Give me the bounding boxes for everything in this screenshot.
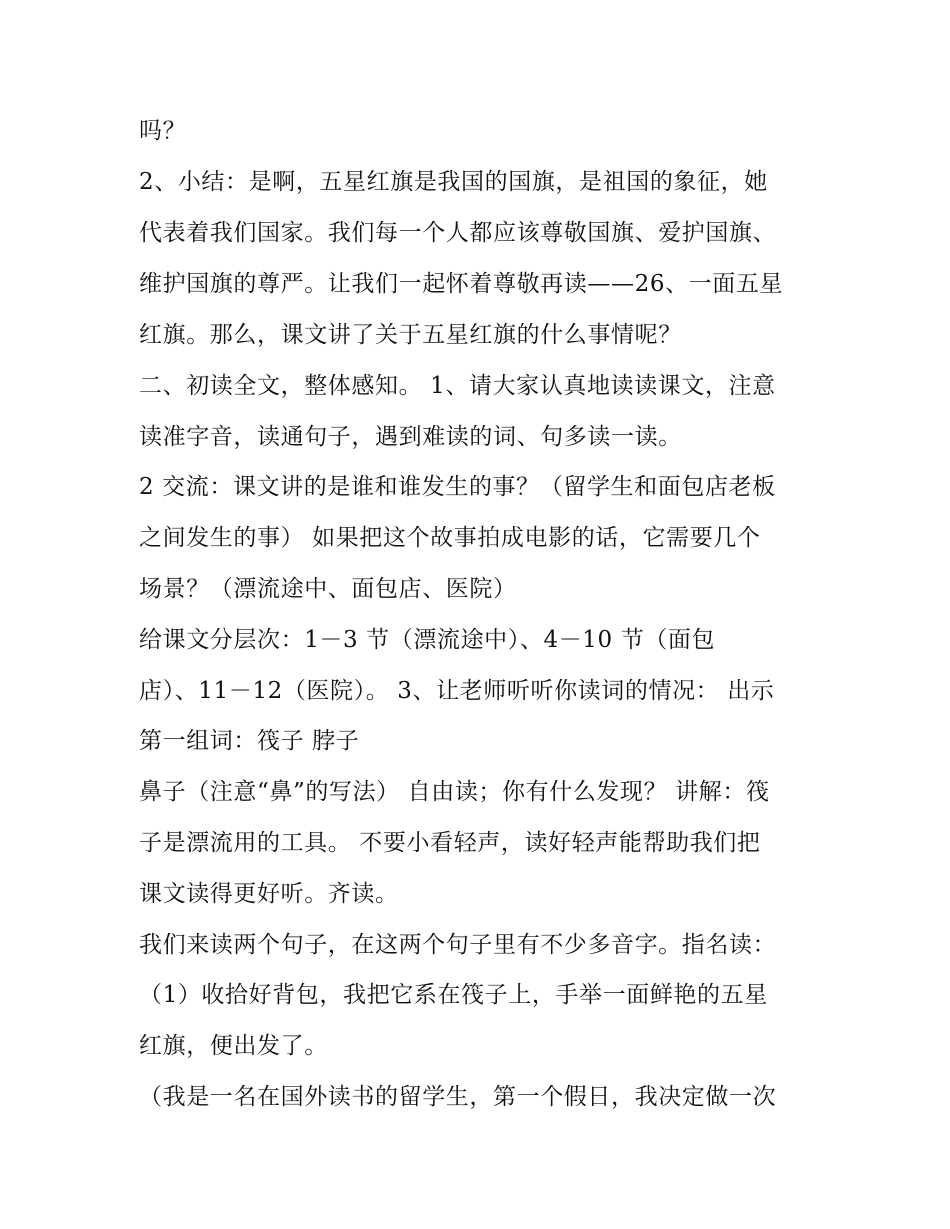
text-line: 给课文分层次：1－3 节（漂流途中）、4－10 节（面包 <box>139 627 716 653</box>
text-line: 鼻子（注意“鼻”的写法） 自由读；你有什么发现？ 讲解：筏 <box>139 779 770 805</box>
text-line: 子是漂流用的工具。 不要小看轻声，读好轻声能帮助我们把 <box>139 830 761 856</box>
text-line: 场景？（漂流途中、面包店、医院） <box>139 576 517 602</box>
text-line: 2 交流：课文讲的是谁和谁发生的事？（留学生和面包店老板 <box>139 474 776 500</box>
text-line: 2、小结：是啊，五星红旗是我国的国旗，是祖国的象征，她 <box>139 169 768 195</box>
text-line: 课文读得更好听。齐读。 <box>139 881 399 907</box>
text-line: 红旗。那么，课文讲了关于五星红旗的什么事情呢？ <box>139 322 682 348</box>
text-line: 二、初读全文，整体感知。 1、请大家认真地读读课文，注意 <box>139 373 776 399</box>
text-line: 店）、11－12（医院）。 3、让老师听听你读词的情况： 出示 <box>139 678 775 704</box>
text-line: （1）收拾好背包，我把它系在筏子上，手举一面鲜艳的五星 <box>139 982 768 1008</box>
text-line: 第一组词：筏子 脖子 <box>139 728 360 754</box>
text-line: 吗？ <box>139 118 187 144</box>
text-line: 读准字音，读通句子，遇到难读的词、句多读一读。 <box>139 424 682 450</box>
text-line: 维护国旗的尊严。让我们一起怀着尊敬再读——26、一面五星 <box>139 271 784 297</box>
text-line: 红旗，便出发了。 <box>139 1033 328 1059</box>
text-line: 之间发生的事） 如果把这个故事拍成电影的话，它需要几个 <box>139 525 761 551</box>
text-line: 我们来读两个句子，在这两个句子里有不少多音字。指名读： <box>139 932 777 958</box>
text-line: 代表着我们国家。我们每一个人都应该尊敬国旗、爱护国旗、 <box>139 220 777 246</box>
text-line: （我是一名在国外读书的留学生，第一个假日，我决定做一次 <box>139 1084 777 1110</box>
